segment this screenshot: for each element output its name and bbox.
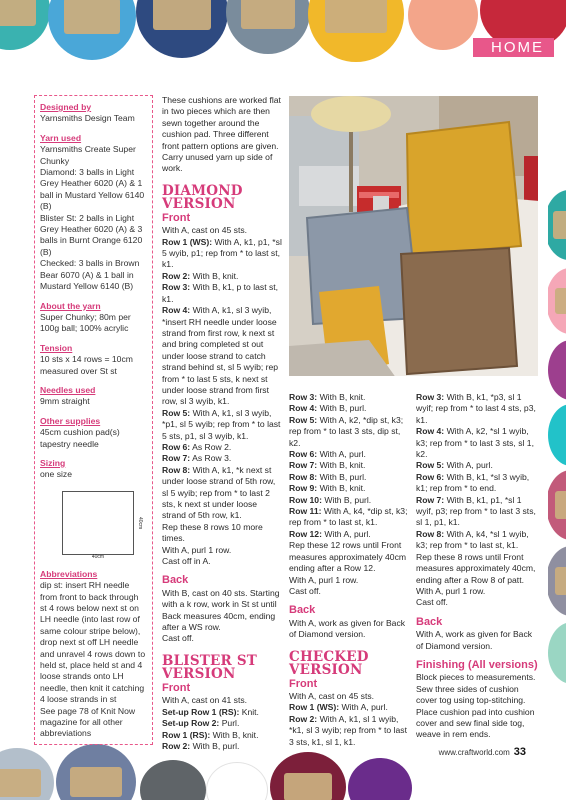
pattern-row: Row 2: With B, knit.: [162, 270, 239, 281]
supplies-heading: Other supplies: [40, 415, 101, 426]
pattern-row: Row 2: With B, purl.: [162, 740, 240, 751]
pattern-row: Row 4: With A, k2, *sl 1 wyib, k3; rep from * to last 3 sts, sl 1, k2.: [416, 426, 534, 460]
checked-cast-on: With A, cast on 45 sts.: [289, 690, 375, 701]
cushions-photo: [286, 93, 541, 379]
pattern-row: Row 6: As Row 2.: [162, 441, 232, 452]
pattern-row: Row 7: As Row 3.: [162, 453, 232, 464]
watermark: PassionForum.ru: [474, 780, 558, 792]
pattern-row: Row 9: With B, knit.: [289, 483, 366, 494]
checked-back-heading: Back: [416, 615, 443, 628]
intro-text: These cushions are worked flat in two pieces which are then sewn together around the cushion pad. Three different front pattern options are given. Carry unused yarn up side of work.: [162, 95, 281, 174]
purl-row-text: With A, purl 1 row.: [289, 574, 359, 585]
sizing-text: one size: [40, 469, 73, 480]
pattern-column-1: [162, 95, 282, 752]
section-tab: HOME: [473, 38, 554, 57]
diamond-back-heading: Back: [162, 574, 189, 587]
yarn-ball-side-6: [546, 546, 566, 616]
purl-row-text: With A, purl 1 row.: [416, 585, 486, 596]
yarn-ball-bottom-2: [56, 744, 136, 800]
abbreviations-text: dip st: insert RH needle from front to back through st 4 rows below next st on LH needle (into last row of same colour stripe below), drop next st off LH needle and unravel 4 rows down to held st, place held st and 4 loose strands onto LH needle, then knit it catching 4 loose strands in st: [40, 580, 146, 705]
yarn-used-heading: Yarn used: [40, 132, 82, 143]
pattern-row: Row 1 (WS): With A, purl.: [289, 702, 388, 713]
finishing-heading: Finishing (All versions): [416, 658, 538, 671]
checked-version-title: CHECKED VERSION: [289, 648, 369, 678]
size-width-label: 40cm: [91, 554, 105, 561]
pattern-row: Row 6: With A, purl.: [289, 449, 366, 460]
diamond-cast-on: With A, cast on 45 sts.: [162, 225, 248, 236]
yarn-ball-navy: [136, 0, 228, 58]
blister-front-heading: Front: [162, 681, 191, 694]
blister-version-title: BLISTER ST VERSION: [162, 652, 258, 682]
needles-text: 9mm straight: [40, 396, 90, 407]
abbreviations-see-text: See page 78 of Knit Now magazine for all other abbreviations: [40, 705, 136, 739]
yarn-ball-bottom-5: [270, 752, 346, 800]
info-sidebar: [34, 95, 153, 745]
yarn-ball-side-4: [548, 404, 566, 466]
page-footer: [439, 746, 526, 758]
purl-row-text: With A, purl 1 row.: [162, 544, 232, 555]
size-height-label: 40cm: [137, 516, 143, 529]
pattern-row: Row 2: With A, k1, sl 1 wyib, *k1, sl 3 wyib; rep from * to last 3 sts, k1, sl 1, k1.: [289, 713, 407, 747]
yarn-ball-bottom-6: [348, 758, 412, 800]
pattern-row: Row 1 (WS): With A, k1, p1, *sl 5 wyib, p1; rep from * to last st, k1.: [162, 236, 282, 270]
pattern-row: Row 8: With B, purl.: [289, 471, 367, 482]
yarn-ball-grey: [226, 0, 310, 54]
yarn-used-line: Yarnsmiths Create Super Chunky: [40, 144, 136, 166]
needles-heading: Needles used: [40, 384, 96, 395]
yarn-ball-blue: [48, 0, 136, 60]
yarn-ball-side-2: [546, 268, 566, 334]
tension-heading: Tension: [40, 342, 73, 353]
pattern-row: Row 4: With A, k1, sl 3 wyib, *insert RH needle under loose strand from first row, k next st and bring completed st out under loose strand to catch strand behind st, sl 5 wyib; rep from * to last 5 sts, k next st under loose strand from first row, sl 3 wyib, k1.: [162, 305, 279, 407]
pattern-row: Row 1 (RS): With B, knit.: [162, 729, 259, 740]
designed-by-text: Yarnsmiths Design Team: [40, 113, 135, 124]
pattern-row: Row 8: With A, k4, *sl 1 wyib, k3; rep from * to last st, k1.: [416, 528, 529, 551]
checked-front-heading: Front: [289, 677, 318, 690]
yarn-ball-side-7: [548, 622, 566, 684]
diamond-back-cast-off: Cast off.: [162, 633, 194, 644]
cast-off-text: Cast off in A.: [162, 556, 211, 567]
pattern-row: Set-up Row 1 (RS): Knit.: [162, 706, 259, 717]
yarn-ball-bottom-1: [0, 748, 54, 800]
cushions-illustration: [289, 96, 541, 379]
finishing-text: Block pieces to measurements. Sew three sides of cushion cover tog using top-stitching. Place cushion pad into cushion cover and sew final side tog, weave in rem ends.: [416, 672, 536, 740]
abbreviations-heading: Abbreviations: [40, 568, 98, 579]
designed-by-heading: Designed by: [40, 102, 92, 112]
yarn-used-line: Blister St: 2 balls in Light Grey Heather 6020 (A) & 3 balls in Burnt Orange 6120 (B): [40, 212, 143, 257]
yarn-ball-yellow: [308, 0, 404, 62]
about-yarn-heading: About the yarn: [40, 300, 101, 311]
pattern-row: Row 3: With B, k1, p to last st, k1.: [162, 282, 279, 304]
repeat-text: Rep these 8 rows until Front measures approximately 40cm, ending after a Row 8 of patt.: [416, 551, 536, 585]
diamond-back-text: With B, cast on 40 sts. Starting with a k row, work in St st until Back measures 40cm, ending after a WS row.: [162, 587, 280, 633]
pattern-row: Row 8: With A, k1, *k next st under loose strand of 5th row, sl 5 wyib; rep from * to last 2 sts, k next st under loose strand of 5th row, k1.: [162, 464, 276, 521]
page-number: 33: [513, 746, 526, 758]
repeat-text: Rep these 8 rows 10 more times.: [162, 521, 263, 544]
yarn-used-line: Diamond: 3 balls in Light Grey Heather 6020 (A) & 1 ball in Mustard Yellow 6140 (B): [40, 167, 145, 212]
diamond-front-heading: Front: [162, 211, 191, 224]
pattern-column-3: [416, 392, 540, 741]
about-yarn-text: Super Chunky; 80m per 100g ball; 100% acrylic: [40, 311, 131, 334]
pattern-row: Row 10: With B, purl.: [289, 494, 372, 505]
pattern-row: Row 5: With A, k2, *dip st, k3; rep from * to last 3 sts, dip st, k2.: [289, 414, 404, 448]
yarn-ball-teal: [0, 0, 50, 50]
pattern-row: Row 6: With B, k1, *sl 3 wyib, k1; rep from * to end.: [416, 471, 530, 494]
pattern-row: Row 7: With B, k1, p1, *sl 1 wyif, p3; rep from * to last 3 sts, sl 1, p1, k1.: [416, 494, 536, 528]
cast-off-text: Cast off.: [289, 585, 321, 596]
pattern-row: Row 3: With B, k1, *p3, sl 1 wyif; rep from * to last 4 sts, p3, k1.: [416, 392, 536, 425]
supplies-text: 45cm cushion pad(s) tapestry needle: [40, 427, 120, 449]
diamond-version-title: DIAMOND VERSION: [162, 182, 243, 212]
yarn-ball-peach: [408, 0, 478, 50]
size-diagram: [62, 491, 143, 561]
pattern-row: Set-up Row 2: Purl.: [162, 718, 240, 729]
footer-site: www.craftworld.com: [438, 748, 510, 757]
pattern-column-2: [289, 392, 411, 748]
repeat-text: Rep these 12 rows until Front measures approximately 40cm ending after a Row 12.: [289, 540, 407, 574]
tension-text: 10 sts x 14 rows = 10cm measured over St st: [40, 354, 133, 376]
pattern-row: Row 5: With A, purl.: [416, 460, 493, 471]
yarn-used-line: Checked: 3 balls in Brown Bear 6070 (A) & 1 ball in Mustard Yellow 6140 (B): [40, 258, 140, 292]
sizing-heading: Sizing: [40, 457, 66, 468]
blister-back-text: With A, work as given for Back of Diamond version.: [289, 617, 406, 640]
checked-back-text: With A, work as given for Back of Diamond version.: [416, 629, 533, 651]
pattern-row: Row 4: With B, purl.: [289, 403, 367, 414]
pattern-row: Row 11: With A, k4, *dip st, k3; rep from * to last st, k1.: [289, 506, 408, 528]
pattern-row: Row 5: With A, k1, sl 3 wyib, *p1, sl 5 wyib; rep from * to last 5 sts, p1, sl 3 wyib, k1.: [162, 407, 281, 441]
yarn-ball-bottom-3: [140, 760, 206, 800]
cast-off-text: Cast off.: [416, 597, 448, 608]
blister-back-heading: Back: [289, 604, 316, 617]
pattern-row: Row 3: With B, knit.: [289, 392, 366, 402]
pattern-row: Row 12: With A, purl.: [289, 528, 371, 539]
yarn-ball-bottom-4: [206, 762, 268, 800]
yarn-ball-side-3: [548, 340, 566, 400]
yarn-ball-side-5: [546, 470, 566, 540]
blister-cast-on: With A, cast on 41 sts.: [162, 695, 248, 706]
pattern-row: Row 7: With B, knit.: [289, 460, 366, 471]
